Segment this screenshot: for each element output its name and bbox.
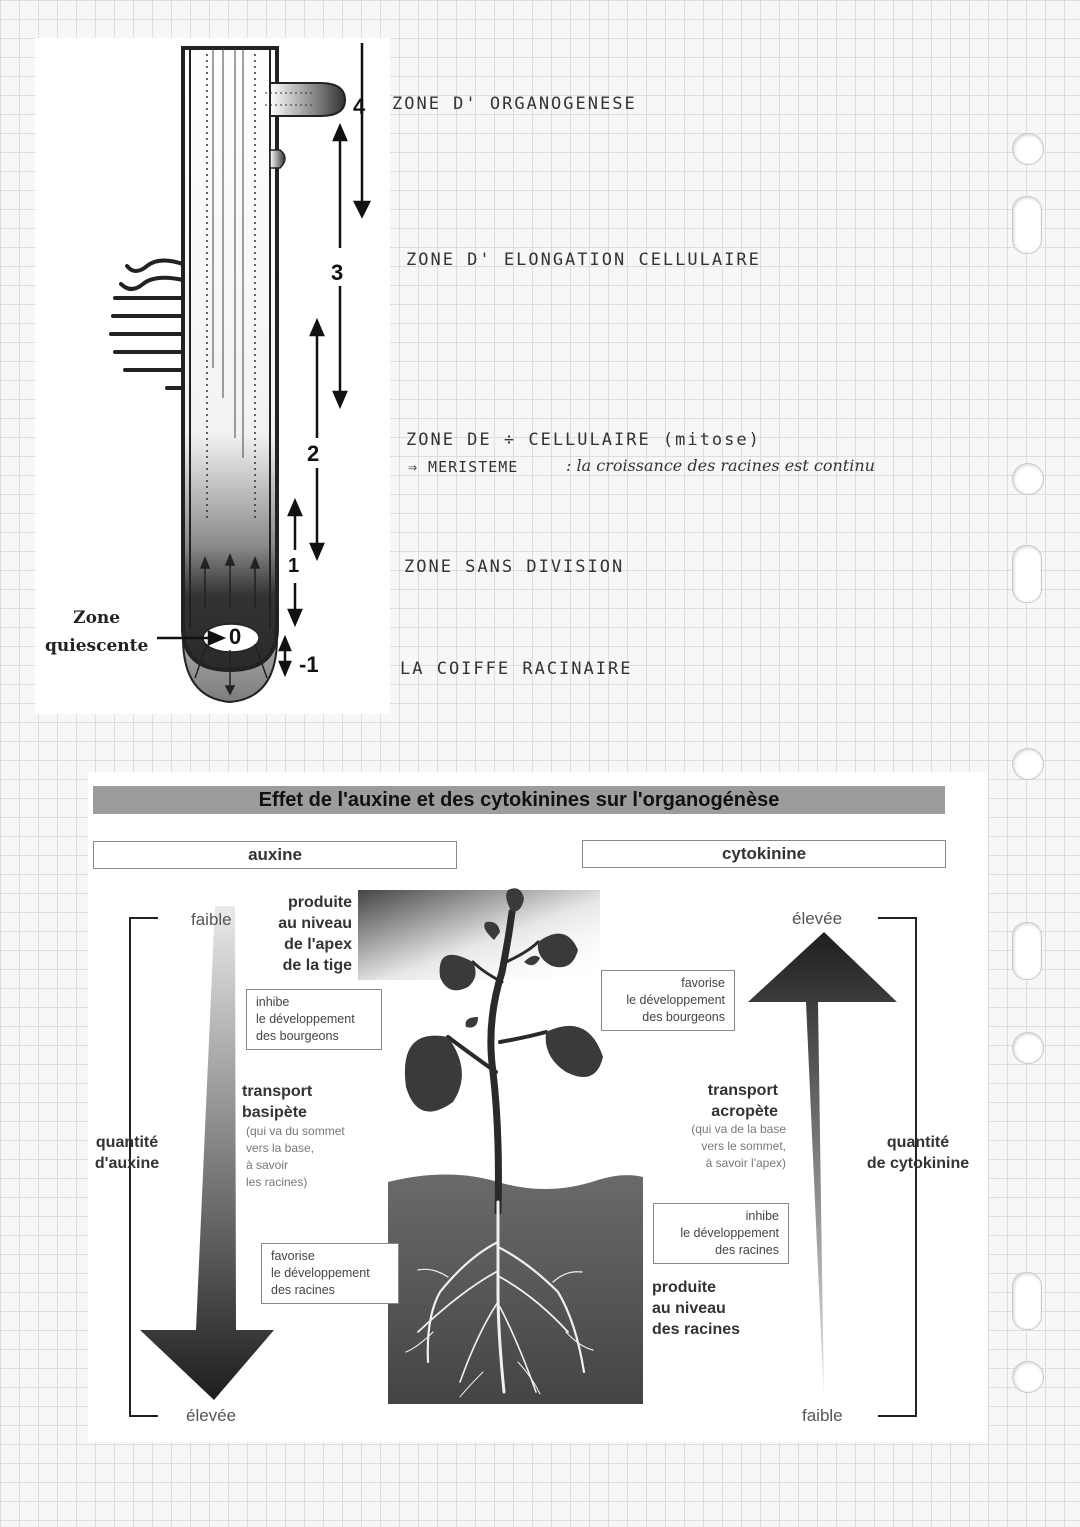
transport-line: basipète <box>242 1104 307 1121</box>
zone-division-label: ZONE DE ÷ CELLULAIRE (mitose) <box>406 430 761 450</box>
axis-label-line: quantité <box>886 1134 950 1151</box>
zone-number-minus-1: -1 <box>299 652 319 677</box>
zone-number-3: 3 <box>331 260 344 285</box>
binder-hole <box>1012 1272 1042 1330</box>
transport-note-line: (qui va du sommet <box>246 1124 345 1138</box>
produced-line: au niveau <box>652 1300 726 1317</box>
note-line: des racines <box>715 1243 779 1257</box>
zone-number-4: 4 <box>353 94 366 119</box>
transport-note-line: les racines) <box>246 1175 308 1189</box>
binder-hole <box>1012 196 1042 254</box>
zone-sans-division-label: ZONE SANS DIVISION <box>404 557 625 577</box>
organogenese-graphics <box>88 772 988 1442</box>
binder-hole <box>1012 748 1044 780</box>
zone-organogenese-label: ZONE D' ORGANOGENESE <box>392 94 637 114</box>
cytokinine-bottom-level: faible <box>802 1406 843 1425</box>
figure-title: Effet de l'auxine et des cytokinines sur l'organogénèse <box>93 786 945 814</box>
note-line: inhibe <box>256 995 290 1009</box>
transport-line: transport <box>242 1083 313 1100</box>
transport-note-line: vers le sommet, <box>701 1139 786 1153</box>
produced-line: produite <box>288 894 352 911</box>
axis-label-line: de cytokinine <box>866 1155 970 1172</box>
transport-note-line: à savoir l'apex) <box>705 1156 786 1170</box>
auxine-transport-label <box>242 1081 312 1123</box>
cytokinine-produced-label <box>652 1277 740 1340</box>
note-line: inhibe <box>745 1209 779 1223</box>
transport-note-line: (qui va de la base <box>691 1122 786 1136</box>
transport-line: transport <box>707 1082 778 1099</box>
note-line: le développement <box>626 993 725 1007</box>
binder-hole <box>1012 1361 1044 1393</box>
note-line: le développement <box>271 1266 370 1280</box>
binder-hole <box>1012 133 1044 165</box>
zone-number-0: 0 <box>229 624 242 649</box>
auxine-top-level: faible <box>191 910 232 929</box>
cytokinine-transport-note <box>658 1121 786 1172</box>
binder-hole <box>1012 1032 1044 1064</box>
cytokinine-favors-buds-note <box>601 970 735 1031</box>
coiffe-label: LA COIFFE RACINAIRE <box>400 659 633 679</box>
transport-note-line: vers la base, <box>246 1141 315 1155</box>
transport-line: acropète <box>711 1103 778 1120</box>
axis-label-line: d'auxine <box>94 1155 160 1172</box>
auxine-header: auxine <box>93 841 457 869</box>
auxine-produced-label <box>264 892 352 976</box>
auxine-favors-roots-note <box>261 1243 399 1304</box>
cytokinine-header: cytokinine <box>582 840 946 868</box>
organogenese-figure <box>88 772 988 1442</box>
note-line: le développement <box>680 1226 779 1240</box>
note-line: des bourgeons <box>642 1010 725 1024</box>
produced-line: des racines <box>652 1321 741 1338</box>
meristeme-label: ⇒ MERISTEME <box>408 458 519 476</box>
cytokinine-inhibits-roots-note <box>653 1203 789 1264</box>
note-line: favorise <box>681 976 725 990</box>
auxine-axis-label <box>88 1132 166 1174</box>
cytokinine-top-level: élevée <box>792 909 843 928</box>
note-line: des racines <box>271 1283 335 1297</box>
produced-line: produite <box>652 1279 716 1296</box>
quiescent-label-line: quiescente <box>45 636 149 656</box>
auxine-transport-note <box>246 1123 345 1191</box>
produced-line: au niveau <box>278 915 352 932</box>
auxine-inhibits-buds-note <box>246 989 382 1050</box>
zone-number-2: 2 <box>307 441 320 466</box>
produced-line: de la tige <box>282 957 352 974</box>
cytokinine-transport-label <box>688 1080 778 1122</box>
cytokinine-axis-label <box>856 1132 980 1174</box>
quiescent-zone-label <box>45 604 148 660</box>
binder-hole <box>1012 922 1042 980</box>
binder-hole <box>1012 545 1042 603</box>
root-tip-diagram <box>35 38 390 714</box>
meristeme-note: : la croissance des racines est continu <box>566 456 875 475</box>
note-line: favorise <box>271 1249 315 1263</box>
zone-elongation-label: ZONE D' ELONGATION CELLULAIRE <box>406 250 761 270</box>
note-line: des bourgeons <box>256 1029 339 1043</box>
note-line: le développement <box>256 1012 355 1026</box>
binder-hole <box>1012 463 1044 495</box>
produced-line: de l'apex <box>284 936 352 953</box>
auxine-bottom-level: élevée <box>186 1406 237 1425</box>
axis-label-line: quantité <box>95 1134 159 1151</box>
quiescent-label-line: Zone <box>73 608 121 628</box>
zone-number-1: 1 <box>288 555 300 577</box>
transport-note-line: à savoir <box>246 1158 289 1172</box>
